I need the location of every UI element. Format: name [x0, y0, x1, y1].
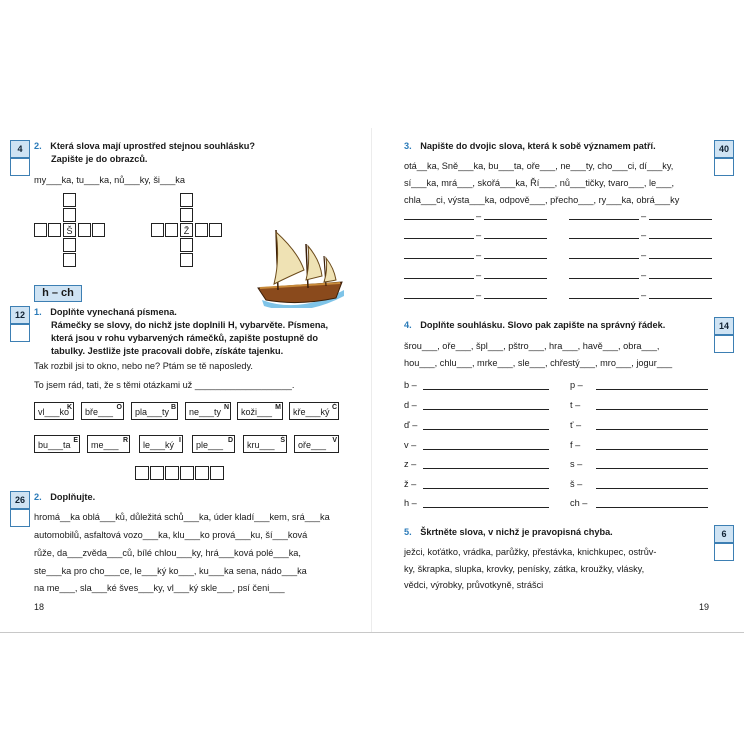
- exercise-text-line: hou___, chlu___, mrke___, sle___, chřestý___, mro___, jogur___: [404, 358, 673, 368]
- word-text: kru___: [247, 440, 275, 450]
- answer-line[interactable]: [569, 238, 639, 239]
- answer-line[interactable]: [596, 507, 708, 508]
- exercise-text-line: šrou___, oře___, špl___, pštro___, hra___, havě___, obra___,: [404, 341, 660, 351]
- consonant-label: ch –: [570, 498, 588, 508]
- consonant-label: ď –: [404, 420, 418, 430]
- answer-line[interactable]: [404, 258, 474, 259]
- instruction: Zapište je do obrazců.: [51, 154, 148, 164]
- score-box[interactable]: [714, 335, 734, 353]
- exercise-text-line: hromá__ka oblá___ků, důležitá schů___ka, úder kladí___kem, srá___ka: [34, 512, 330, 522]
- pair-dash: –: [476, 230, 482, 240]
- consonant-label: b –: [404, 380, 417, 390]
- answer-line[interactable]: [484, 219, 547, 220]
- pair-dash: –: [476, 211, 482, 221]
- word-box[interactable]: [294, 435, 339, 453]
- answer-line[interactable]: [596, 468, 708, 469]
- corner-letter: Č: [331, 404, 337, 411]
- exercise-number: 1.: [34, 307, 42, 317]
- answer-line[interactable]: [423, 429, 549, 430]
- points-badge: 6: [714, 525, 734, 543]
- crossword-shape-1: [34, 193, 114, 269]
- corner-letter: R: [122, 437, 128, 444]
- answer-line[interactable]: [484, 238, 547, 239]
- word-text: ne___ty: [189, 407, 222, 417]
- word-box[interactable]: [289, 402, 339, 420]
- consonant-label: v –: [404, 440, 417, 450]
- consonant-label: h –: [404, 498, 417, 508]
- answer-line[interactable]: [404, 298, 474, 299]
- corner-letter: B: [170, 404, 176, 411]
- score-box[interactable]: [714, 543, 734, 561]
- consonant-label: s –: [570, 459, 583, 469]
- instruction: Rámečky se slovy, do nichž jste doplnili H, vybarvěte. Písmena,: [51, 320, 329, 330]
- instruction: Doplňujte.: [50, 492, 96, 502]
- word-box[interactable]: [237, 402, 283, 420]
- word-box[interactable]: [81, 402, 124, 420]
- answer-line[interactable]: [649, 219, 712, 220]
- instruction: která jsou v rohu vybarvených rámečků, zapište postupně do: [51, 333, 319, 343]
- pair-dash: –: [641, 290, 647, 300]
- exercise-number: 3.: [404, 141, 412, 151]
- exercise-heading: [404, 320, 665, 330]
- corner-letter: V: [332, 437, 337, 444]
- exercise-heading: [404, 527, 613, 537]
- exercise-text-line: vědci, výrobky, průvotkyně, strášci: [404, 580, 544, 590]
- page-number: 18: [34, 602, 45, 612]
- pair-dash: –: [476, 250, 482, 260]
- answer-line[interactable]: [569, 219, 639, 220]
- corner-letter: M: [275, 404, 281, 411]
- word-text: ple___: [196, 440, 224, 450]
- instruction: Napište do dvojic slova, která k sobě významem patří.: [420, 141, 656, 151]
- word-box[interactable]: [34, 435, 80, 453]
- word-text: oře___: [298, 440, 327, 450]
- instruction: Doplňte vynechaná písmena.: [50, 307, 177, 317]
- answer-line[interactable]: [423, 409, 549, 410]
- pair-dash: –: [641, 270, 647, 280]
- pair-dash: –: [641, 230, 647, 240]
- crossword-letter: Ž: [180, 223, 193, 237]
- score-box[interactable]: [10, 509, 30, 527]
- answer-line[interactable]: [649, 298, 712, 299]
- exercise-number: 5.: [404, 527, 412, 537]
- pair-dash: –: [476, 270, 482, 280]
- pair-dash: –: [476, 290, 482, 300]
- exercise-text-line: sí___ka, mrá___, skořá___ka, Ří___, nů___tičky, tvaro___, le___,: [404, 178, 675, 188]
- score-box[interactable]: [10, 324, 30, 342]
- exercise-number: 2.: [34, 492, 42, 502]
- word-box[interactable]: [185, 402, 231, 420]
- word-text: bu___ta: [38, 440, 71, 450]
- points-badge: 4: [10, 140, 30, 158]
- answer-line[interactable]: [596, 389, 708, 390]
- exercise-text-line: ky, škrapka, slupka, krovky, penísky, zátka, kroužky, vlásky,: [404, 564, 645, 574]
- answer-line[interactable]: [569, 298, 639, 299]
- word-text: kře___ký: [293, 407, 330, 417]
- corner-letter: E: [73, 437, 78, 444]
- sailboat-illustration: [252, 226, 348, 308]
- exercise-text-line: ste___ka pro cho___ce, le___ký ko___, ku___ka sena, nádo___ka: [34, 566, 307, 576]
- answer-line[interactable]: [649, 278, 712, 279]
- consonant-label: ť –: [570, 420, 582, 430]
- exercise-text-line: ježci, koťátko, vrádka, parůžky, přestávka, knichkupec, ostrův-: [404, 547, 657, 557]
- pair-dash: –: [641, 211, 647, 221]
- exercise-text-line: růže, da___zvěda___ců, bílé chlou___ky, hrá___ková polé___ka,: [34, 548, 301, 558]
- exercise-heading: [404, 141, 656, 151]
- word-text: bře___: [85, 407, 114, 417]
- solution-cell[interactable]: [210, 466, 224, 480]
- consonant-label: d –: [404, 400, 417, 410]
- consonant-label: f –: [570, 440, 581, 450]
- word-text: vl___ko: [38, 407, 70, 417]
- solution-cell[interactable]: [195, 466, 209, 480]
- answer-line[interactable]: [649, 258, 712, 259]
- word-text: koži___: [241, 407, 273, 417]
- corner-letter: I: [179, 437, 181, 444]
- points-badge: 40: [714, 140, 734, 158]
- answer-line[interactable]: [484, 258, 547, 259]
- consonant-label: š –: [570, 479, 583, 489]
- word-box[interactable]: [139, 435, 183, 453]
- consonant-label: z –: [404, 459, 417, 469]
- answer-line[interactable]: [404, 238, 474, 239]
- page-number: 19: [699, 602, 710, 612]
- consonant-label: t –: [570, 400, 581, 410]
- word-text: me___: [91, 440, 119, 450]
- solution-table: [135, 466, 227, 480]
- answer-line[interactable]: [484, 278, 547, 279]
- corner-letter: Š: [280, 437, 285, 444]
- answer-line[interactable]: [404, 278, 474, 279]
- answer-line[interactable]: [569, 278, 639, 279]
- exercise-heading: [34, 141, 255, 151]
- exercise-heading: [34, 492, 95, 502]
- score-box[interactable]: [10, 158, 30, 176]
- instruction: Škrtněte slova, v nichž je pravopisná chyba.: [420, 527, 613, 537]
- points-badge: 12: [10, 306, 30, 324]
- exercise-text-line: na me___, sla___ké šves___ky, vl___ký skle___, psí čeni___: [34, 583, 285, 593]
- answer-line[interactable]: [596, 488, 708, 489]
- points-badge: 26: [10, 491, 30, 509]
- word-box[interactable]: [192, 435, 235, 453]
- answer-line[interactable]: [649, 238, 712, 239]
- corner-letter: K: [66, 404, 72, 411]
- answer-line[interactable]: [423, 389, 549, 390]
- exercise-sentence: Tak rozbil jsi to okno, nebo ne? Ptám se tě naposledy.: [34, 361, 253, 371]
- exercise-sentence: To jsem rád, tati, že s těmi otázkami už ___________________.: [34, 380, 295, 390]
- spine-divider: [371, 128, 372, 632]
- corner-letter: O: [116, 404, 122, 411]
- consonant-label: ž –: [404, 479, 417, 489]
- score-box[interactable]: [714, 158, 734, 176]
- answer-line[interactable]: [423, 468, 549, 469]
- answer-line[interactable]: [423, 507, 549, 508]
- exercise-heading: [34, 307, 177, 317]
- instruction: Která slova mají uprostřed stejnou souhlásku?: [50, 141, 255, 151]
- corner-letter: D: [227, 437, 233, 444]
- exercise-text-line: otá__ka, Sně___ka, bu___ta, oře___, ne___ty, cho___ci, dí___ky,: [404, 161, 674, 171]
- exercise-text-line: chla___ci, výsta___ka, odpově___, přecho___, ry___ka, obrá___ky: [404, 195, 680, 205]
- solution-cell[interactable]: [165, 466, 179, 480]
- answer-line[interactable]: [423, 449, 549, 450]
- consonant-label: p –: [570, 380, 583, 390]
- word-text: pla___ty: [135, 407, 170, 417]
- crossword-shape-2: [151, 193, 231, 269]
- word-box[interactable]: [34, 402, 74, 420]
- answer-line[interactable]: [596, 409, 708, 410]
- page-bottom-edge: [0, 632, 744, 633]
- word-text: le___ký: [143, 440, 175, 450]
- solution-cell[interactable]: [180, 466, 194, 480]
- instruction: tabulky. Jestliže jste pracovali dobře, získáte tajenku.: [51, 346, 284, 356]
- solution-cell[interactable]: [150, 466, 164, 480]
- instruction: Doplňte souhlásku. Slovo pak zapište na správný řádek.: [420, 320, 666, 330]
- exercise-text-line: automobilů, asfaltová vozo___ka, klu___ko prová___ku, ší___ková: [34, 530, 308, 540]
- answer-line[interactable]: [596, 429, 708, 430]
- exercise-number: 2.: [34, 141, 42, 151]
- section-label: h – ch: [34, 285, 82, 302]
- pair-dash: –: [641, 250, 647, 260]
- word-box[interactable]: [131, 402, 178, 420]
- word-box[interactable]: [243, 435, 287, 453]
- solution-cell[interactable]: [135, 466, 149, 480]
- answer-line[interactable]: [404, 219, 474, 220]
- answer-line[interactable]: [596, 449, 708, 450]
- corner-letter: N: [223, 404, 229, 411]
- points-badge: 14: [714, 317, 734, 335]
- word-box[interactable]: [87, 435, 130, 453]
- answer-line[interactable]: [423, 488, 549, 489]
- crossword-letter: Š: [63, 223, 76, 237]
- answer-line[interactable]: [484, 298, 547, 299]
- exercise-number: 4.: [404, 320, 412, 330]
- answer-line[interactable]: [569, 258, 639, 259]
- word-list: my___ka, tu___ka, nů___ky, ši___ka: [34, 175, 186, 185]
